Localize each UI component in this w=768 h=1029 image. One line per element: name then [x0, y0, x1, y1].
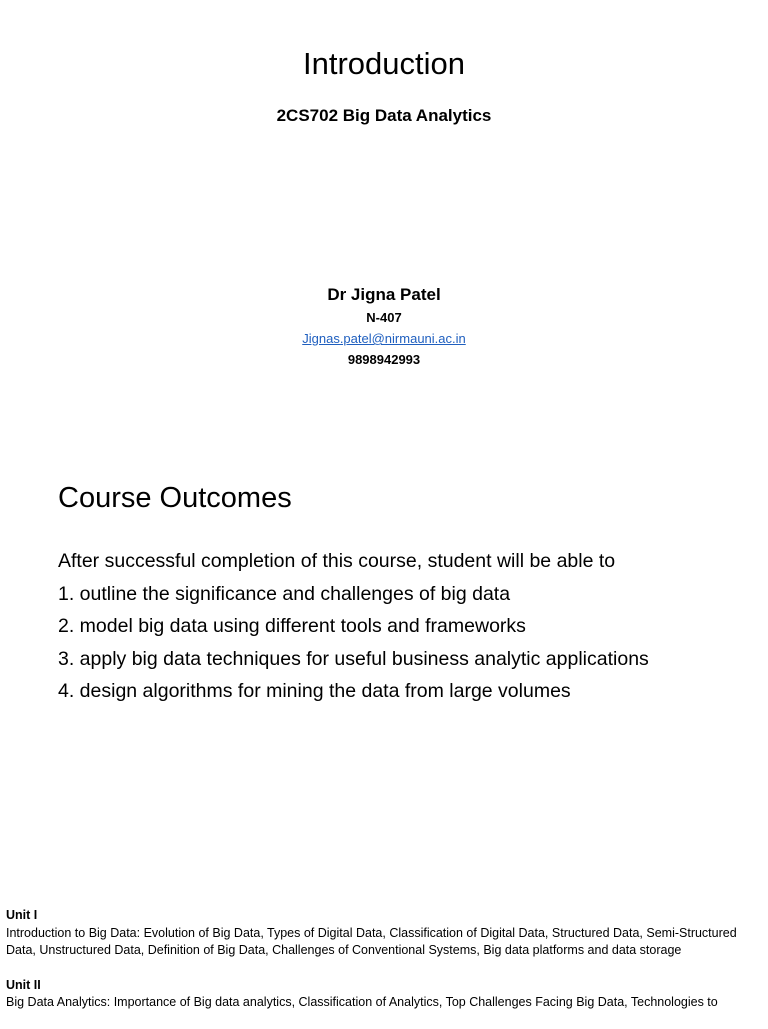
unit-heading: Unit II: [6, 977, 41, 992]
title-slide: [0, 0, 768, 420]
syllabus-text: [6, 907, 754, 1029]
list-item: 2. model big data using different tools and frameworks: [58, 615, 526, 637]
unit-heading: Unit I: [6, 908, 38, 922]
unit-description: Introduction to Big Data: Evolution of Big Data, Types of Digital Data, Classification of Digital Data, Structured Data, Semi-Structured Data, Unstructured Data, Definition of Big Data, Challenges of Conventional Systems, Big data platforms and data storage: [6, 925, 737, 957]
course-subtitle: 2CS702 Big Data Analytics: [276, 106, 492, 125]
list-item: After successful completion of this course, student will be able to: [58, 550, 616, 572]
author-name: Dr Jigna Patel: [327, 285, 441, 304]
author-email-link[interactable]: Jignas.patel@nirmauni.ac.in: [302, 331, 466, 346]
author-phone: 9898942993: [347, 352, 421, 367]
list-item: 1. outline the significance and challenges of big data: [58, 582, 511, 605]
course-outcomes-title: Course Outcomes: [58, 482, 292, 514]
course-outcomes-slide: [0, 430, 768, 870]
list-item: 3. apply big data techniques for useful business analytic applications: [58, 647, 649, 670]
course-outcomes-list: [58, 545, 748, 708]
list-item: 4. design algorithms for mining the data from large volumes: [58, 680, 571, 702]
slide-title: Introduction: [303, 46, 465, 81]
unit-description: Big Data Analytics: Importance of Big data analytics, Classification of Analytics, Top Challenges Facing Big Data, Technologies to: [6, 995, 718, 1009]
author-room: N-407: [366, 310, 402, 325]
